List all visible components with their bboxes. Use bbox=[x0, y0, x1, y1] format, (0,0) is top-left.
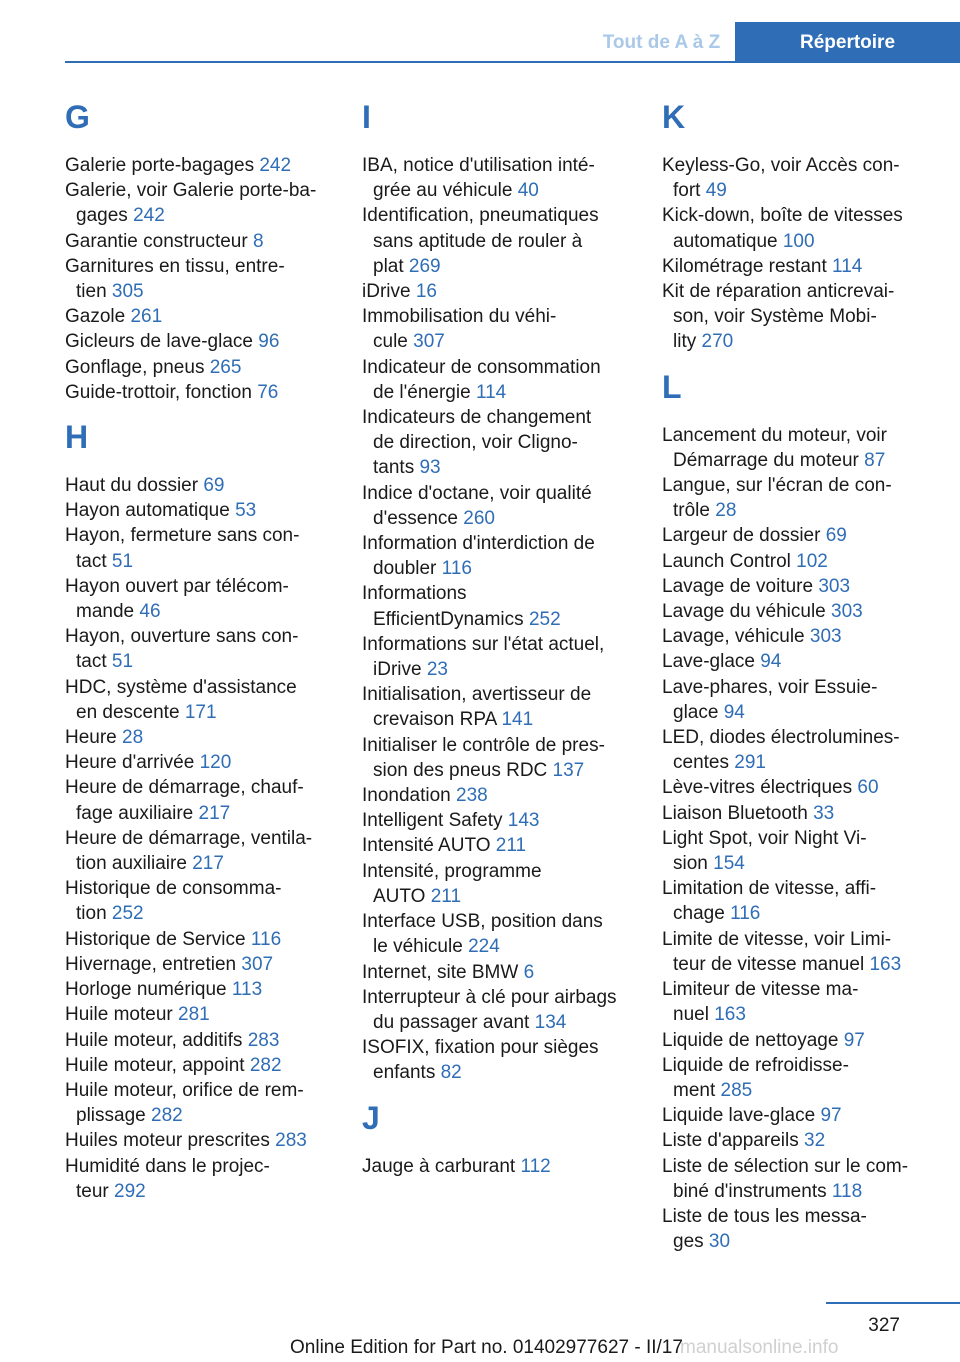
index-entry bbox=[65, 380, 335, 405]
page-reference-link[interactable]: 303 bbox=[818, 575, 851, 597]
entry-term-continued: AUTO bbox=[373, 885, 426, 907]
index-entry bbox=[662, 977, 932, 1027]
page-reference-link[interactable]: 46 bbox=[139, 601, 161, 623]
section-letter: K bbox=[662, 99, 686, 135]
page-reference-link[interactable]: 23 bbox=[426, 659, 448, 681]
page-reference-link[interactable]: 285 bbox=[720, 1079, 753, 1101]
entry-term: Gonflage, pneus bbox=[65, 356, 205, 378]
page-reference-link[interactable]: 211 bbox=[495, 835, 527, 857]
page-reference-link[interactable]: 69 bbox=[825, 525, 847, 547]
index-entry bbox=[65, 977, 335, 1002]
entry-term: Lavage, véhicule bbox=[662, 626, 805, 648]
entry-term-continued: de direction, voir Cligno- bbox=[373, 432, 578, 454]
index-entry bbox=[65, 624, 335, 674]
page-reference-link[interactable]: 93 bbox=[419, 457, 441, 479]
page-reference-link[interactable]: 49 bbox=[705, 180, 727, 202]
tab-repertoire[interactable]: Répertoire bbox=[735, 22, 960, 62]
page-reference-link[interactable]: 118 bbox=[831, 1180, 863, 1202]
index-entry bbox=[662, 599, 932, 624]
entry-term-continued: enfants bbox=[373, 1062, 436, 1084]
index-entry bbox=[662, 1053, 932, 1103]
entry-term-continued: ment bbox=[673, 1079, 716, 1101]
entry-term-continued: iDrive bbox=[373, 659, 422, 681]
page-reference-link[interactable]: 154 bbox=[713, 853, 745, 875]
entry-term: Lavage de voiture bbox=[662, 575, 814, 597]
index-entry bbox=[662, 1128, 932, 1153]
entry-term-continued: plissage bbox=[76, 1105, 146, 1127]
page-reference-link[interactable]: 307 bbox=[241, 953, 274, 975]
entry-term: Kick-down, boîte de vitesses bbox=[662, 205, 903, 227]
entry-term-continued: centes bbox=[673, 752, 729, 774]
index-entry bbox=[65, 725, 335, 750]
index-entry bbox=[362, 279, 632, 304]
entry-term-continued: d'essence bbox=[373, 507, 458, 529]
page-reference-link[interactable]: 97 bbox=[843, 1029, 865, 1051]
entry-term-continued: sion bbox=[673, 853, 708, 875]
page-reference-link[interactable]: 100 bbox=[782, 230, 815, 252]
page-reference-link[interactable]: 32 bbox=[804, 1130, 826, 1152]
page-reference-link[interactable]: 28 bbox=[715, 500, 737, 522]
entry-term-continued: EfficientDynamics bbox=[373, 608, 524, 630]
index-entry bbox=[362, 1035, 632, 1085]
entry-term-continued: de l'énergie bbox=[373, 381, 471, 403]
index-entry bbox=[362, 632, 632, 682]
page-reference-link[interactable]: 114 bbox=[475, 381, 507, 403]
index-entry bbox=[362, 808, 632, 833]
index-entry bbox=[65, 1002, 335, 1027]
entry-term: Intensité, programme bbox=[362, 860, 542, 882]
entry-term: Gazole bbox=[65, 306, 126, 328]
index-entry bbox=[662, 1204, 932, 1254]
index-entry bbox=[362, 355, 632, 405]
entry-term: Liste d'appareils bbox=[662, 1130, 799, 1152]
index-entry bbox=[662, 649, 932, 674]
page-reference-link[interactable]: 305 bbox=[111, 281, 144, 303]
watermark: manualsonline.info bbox=[680, 1337, 839, 1358]
entry-term-continued: biné d'instruments bbox=[673, 1180, 827, 1202]
entry-term-continued: glace bbox=[673, 701, 719, 723]
edition-note: Online Edition for Part no. 01402977627 - II/17 bbox=[290, 1337, 683, 1358]
page-reference-link[interactable]: 51 bbox=[111, 550, 134, 572]
entry-term: Garantie constructeur bbox=[65, 230, 248, 252]
page-reference-link[interactable]: 97 bbox=[820, 1105, 842, 1127]
entry-term-continued: Démarrage du moteur bbox=[673, 449, 859, 471]
index-entry bbox=[362, 153, 632, 203]
page-reference-link[interactable]: 69 bbox=[203, 475, 225, 497]
entry-term: Heure bbox=[65, 727, 117, 749]
index-entry bbox=[362, 960, 632, 985]
index-entry bbox=[662, 876, 932, 926]
page-reference-link[interactable]: 33 bbox=[813, 802, 835, 824]
page-reference-link[interactable]: 8 bbox=[252, 230, 264, 252]
entry-term: Huile moteur bbox=[65, 1004, 173, 1026]
entry-term: IBA, notice d'utilisation inté- bbox=[362, 155, 595, 176]
page-reference-link[interactable]: 303 bbox=[831, 601, 863, 623]
index-entry bbox=[65, 153, 335, 178]
index-entry bbox=[662, 473, 932, 523]
entry-term: Indicateurs de changement bbox=[362, 407, 592, 429]
page-reference-link[interactable]: 252 bbox=[528, 608, 561, 630]
header-divider bbox=[65, 61, 960, 63]
entry-term: Jauge à carburant bbox=[362, 1155, 516, 1177]
entry-term: Haut du dossier bbox=[65, 475, 199, 497]
entry-term: Hivernage, entretien bbox=[65, 953, 237, 975]
entry-term: Limitation de vitesse, affi- bbox=[662, 878, 877, 900]
entry-term: Heure d'arrivée bbox=[65, 752, 195, 774]
entry-term: Intensité AUTO bbox=[362, 835, 491, 857]
entry-term: Horloge numérique bbox=[65, 979, 227, 1001]
page-reference-link[interactable]: 87 bbox=[864, 449, 886, 471]
index-entry bbox=[65, 876, 335, 926]
index-entry bbox=[662, 279, 932, 355]
entry-term: Liste de tous les messa- bbox=[662, 1205, 867, 1227]
index-entry bbox=[65, 775, 335, 825]
entry-term: Launch Control bbox=[662, 550, 791, 572]
entry-term: Interrupteur à clé pour airbags bbox=[362, 986, 617, 1008]
page-reference-link[interactable]: 134 bbox=[534, 1011, 567, 1033]
entry-term: LED, diodes électrolumines- bbox=[662, 727, 900, 749]
entry-term: Lavage du véhicule bbox=[662, 601, 826, 623]
entry-term-continued: sion des pneus RDC bbox=[373, 759, 548, 781]
index-entry bbox=[65, 473, 335, 498]
page-reference-link[interactable]: 114 bbox=[832, 255, 863, 277]
entry-term-continued: gages bbox=[76, 205, 128, 227]
index-entry bbox=[662, 153, 932, 203]
index-entry bbox=[65, 229, 335, 254]
index-entry bbox=[65, 498, 335, 523]
page-reference-link[interactable]: 269 bbox=[408, 255, 441, 277]
index-entry bbox=[662, 523, 932, 548]
index-entry bbox=[662, 254, 932, 279]
entry-term: Lave-glace bbox=[662, 651, 755, 673]
page-reference-link[interactable]: 242 bbox=[133, 205, 165, 227]
entry-term-continued: fage auxiliaire bbox=[76, 802, 194, 824]
page-reference-link[interactable]: 224 bbox=[468, 936, 500, 958]
page-reference-link[interactable]: 270 bbox=[701, 331, 734, 353]
index-entry bbox=[65, 355, 335, 380]
page-reference-link[interactable]: 281 bbox=[178, 1004, 210, 1026]
index-entry bbox=[65, 750, 335, 775]
page-reference-link[interactable]: 217 bbox=[198, 802, 231, 824]
entry-term: Huile moteur, additifs bbox=[65, 1029, 243, 1051]
index-entry bbox=[362, 783, 632, 808]
index-entry bbox=[65, 304, 335, 329]
page-header bbox=[0, 0, 960, 62]
index-entry bbox=[662, 801, 932, 826]
entry-term: Guide-trottoir, fonction bbox=[65, 381, 252, 403]
entry-term: Initialisation, avertisseur de bbox=[362, 684, 592, 706]
index-entry bbox=[362, 531, 632, 581]
page-reference-link[interactable]: 303 bbox=[809, 626, 842, 648]
entry-term-continued: nuel bbox=[673, 1004, 709, 1026]
index-entry bbox=[65, 329, 335, 354]
entry-term: Heure de démarrage, ventila- bbox=[65, 827, 313, 849]
entry-term: Humidité dans le projec- bbox=[65, 1155, 270, 1177]
index-entry bbox=[662, 1103, 932, 1128]
index-entry bbox=[65, 254, 335, 304]
entry-term: Liaison Bluetooth bbox=[662, 802, 808, 824]
page-reference-link[interactable]: 112 bbox=[520, 1155, 551, 1177]
index-entry bbox=[65, 675, 335, 725]
index-entry bbox=[362, 682, 632, 732]
index-column-1 bbox=[65, 95, 335, 1204]
entry-term: Huile moteur, appoint bbox=[65, 1054, 245, 1076]
entry-term: Information d'interdiction de bbox=[362, 533, 595, 555]
index-entry bbox=[362, 733, 632, 783]
entry-term: Light Spot, voir Night Vi- bbox=[662, 827, 867, 849]
index-entry bbox=[662, 775, 932, 800]
index-entry bbox=[362, 859, 632, 909]
index-entry bbox=[362, 581, 632, 631]
index-column-3 bbox=[662, 95, 932, 1254]
entry-term-continued: automatique bbox=[673, 230, 778, 252]
entry-term-continued: tact bbox=[76, 651, 107, 673]
page-reference-link[interactable]: 137 bbox=[552, 759, 585, 781]
entry-term: Immobilisation du véhi- bbox=[362, 306, 557, 328]
entry-term: Intelligent Safety bbox=[362, 810, 503, 832]
entry-term: Limiteur de vitesse ma- bbox=[662, 979, 859, 1001]
page-reference-link[interactable]: 28 bbox=[122, 727, 144, 749]
page-reference-link[interactable]: 238 bbox=[456, 785, 488, 807]
entry-term: Informations bbox=[362, 583, 467, 605]
page-reference-link[interactable]: 211 bbox=[430, 885, 462, 907]
index-column-2 bbox=[362, 95, 632, 1179]
page-reference-link[interactable]: 16 bbox=[415, 281, 437, 303]
index-entry bbox=[362, 481, 632, 531]
entry-term: Liquide lave-glace bbox=[662, 1105, 816, 1127]
section-letter: L bbox=[662, 368, 682, 405]
index-entry bbox=[65, 1154, 335, 1204]
page-reference-link[interactable]: 116 bbox=[441, 558, 472, 580]
entry-term-continued: teur de vitesse manuel bbox=[673, 953, 865, 975]
page-number: 327 bbox=[868, 1315, 900, 1336]
index-entry bbox=[362, 985, 632, 1035]
page-reference-link[interactable]: 6 bbox=[523, 961, 535, 983]
entry-term: Hayon ouvert par télécom- bbox=[65, 575, 289, 597]
index-entry bbox=[65, 1053, 335, 1078]
entry-term: Hayon, ouverture sans con- bbox=[65, 626, 299, 648]
entry-term: Initialiser le contrôle de pres- bbox=[362, 734, 605, 756]
page-reference-link[interactable]: 307 bbox=[413, 331, 445, 353]
index-entry bbox=[662, 927, 932, 977]
entry-term: Gicleurs de lave-glace bbox=[65, 331, 253, 353]
index-entry bbox=[65, 952, 335, 977]
section-letter: I bbox=[362, 99, 371, 135]
page-reference-link[interactable]: 217 bbox=[192, 853, 224, 875]
page-reference-link[interactable]: 94 bbox=[760, 651, 782, 673]
index-entry bbox=[65, 178, 335, 228]
page-reference-link[interactable]: 252 bbox=[111, 903, 144, 925]
entry-term-continued: crevaison RPA bbox=[373, 709, 497, 731]
page-reference-link[interactable]: 30 bbox=[708, 1231, 731, 1253]
entry-term: Historique de consomma- bbox=[65, 878, 282, 900]
page-reference-link[interactable]: 116 bbox=[730, 903, 761, 925]
entry-term-continued: cule bbox=[373, 331, 408, 353]
page-reference-link[interactable]: 292 bbox=[114, 1180, 146, 1202]
page-reference-link[interactable]: 260 bbox=[463, 507, 495, 529]
page-reference-link[interactable]: 102 bbox=[796, 550, 828, 572]
index-entry bbox=[65, 574, 335, 624]
page-reference-link[interactable]: 96 bbox=[258, 331, 280, 353]
entry-term: Langue, sur l'écran de con- bbox=[662, 475, 892, 497]
entry-term-continued: en descente bbox=[76, 701, 180, 723]
entry-term: Lave-phares, voir Essuie- bbox=[662, 676, 878, 698]
entry-term: Liquide de nettoyage bbox=[662, 1029, 839, 1051]
entry-term: iDrive bbox=[362, 281, 411, 303]
entry-term-continued: tact bbox=[76, 550, 107, 572]
entry-term-continued: du passager avant bbox=[373, 1011, 530, 1033]
index-entry bbox=[362, 833, 632, 858]
index-entry bbox=[662, 549, 932, 574]
page-reference-link[interactable]: 116 bbox=[250, 928, 282, 950]
index-entry bbox=[662, 725, 932, 775]
index-entry bbox=[662, 1028, 932, 1053]
entry-term-continued: son, voir Système Mobi- bbox=[673, 306, 877, 328]
page-reference-link[interactable]: 265 bbox=[209, 356, 242, 378]
entry-term: Kilométrage restant bbox=[662, 255, 827, 277]
entry-term-continued: tion bbox=[76, 903, 107, 925]
index-entry bbox=[65, 1028, 335, 1053]
index-entry bbox=[65, 927, 335, 952]
footer-divider bbox=[826, 1302, 960, 1304]
entry-term: Heure de démarrage, chauf- bbox=[65, 777, 304, 799]
index-entry bbox=[662, 826, 932, 876]
index-entry bbox=[662, 1154, 932, 1204]
entry-term: Galerie, voir Galerie porte-ba- bbox=[65, 180, 317, 202]
index-entry bbox=[362, 1154, 632, 1179]
entry-term: Lancement du moteur, voir bbox=[662, 424, 887, 446]
entry-term-continued: plat bbox=[373, 255, 404, 277]
entry-term: Lève-vitres électriques bbox=[662, 777, 853, 799]
entry-term: Internet, site BMW bbox=[362, 961, 519, 983]
page-reference-link[interactable]: 283 bbox=[275, 1130, 307, 1152]
section-letter: J bbox=[362, 1099, 380, 1136]
index-entry bbox=[362, 909, 632, 959]
index-entry bbox=[65, 1128, 335, 1153]
entry-term: ISOFIX, fixation pour sièges bbox=[362, 1037, 599, 1059]
entry-term: Liste de sélection sur le com- bbox=[662, 1155, 909, 1177]
index-entry bbox=[662, 574, 932, 599]
section-letter: G bbox=[65, 99, 90, 135]
index-entry bbox=[65, 1078, 335, 1128]
entry-term-continued: ges bbox=[673, 1231, 704, 1253]
entry-term-continued: tion auxiliaire bbox=[76, 853, 187, 875]
entry-term-continued: chage bbox=[673, 903, 725, 925]
page-reference-link[interactable]: 143 bbox=[507, 810, 540, 832]
index-entry bbox=[662, 423, 932, 473]
page-reference-link[interactable]: 60 bbox=[857, 777, 879, 799]
entry-term: Indice d'octane, voir qualité bbox=[362, 482, 592, 504]
entry-term: Keyless-Go, voir Accès con- bbox=[662, 155, 900, 176]
page-reference-link[interactable]: 82 bbox=[440, 1062, 462, 1084]
entry-term: Interface USB, position dans bbox=[362, 911, 603, 933]
page-reference-link[interactable]: 40 bbox=[517, 180, 539, 202]
page-reference-link[interactable]: 141 bbox=[501, 709, 534, 731]
page-reference-link[interactable]: 282 bbox=[151, 1105, 183, 1127]
entry-term: Informations sur l'état actuel, bbox=[362, 633, 605, 655]
entry-term-continued: grée au véhicule bbox=[373, 180, 513, 202]
entry-term-continued: doubler bbox=[373, 558, 437, 580]
entry-term: Indicateur de consommation bbox=[362, 356, 601, 378]
entry-term: Largeur de dossier bbox=[662, 525, 821, 547]
entry-term-continued: teur bbox=[76, 1180, 109, 1202]
entry-term: Limite de vitesse, voir Limi- bbox=[662, 928, 892, 950]
entry-term: Hayon, fermeture sans con- bbox=[65, 525, 300, 547]
entry-term: Galerie porte-bagages bbox=[65, 155, 255, 176]
index-entry bbox=[362, 203, 632, 279]
index-entry bbox=[362, 405, 632, 481]
page-reference-link[interactable]: 171 bbox=[184, 701, 217, 723]
entry-term-continued: lity bbox=[673, 331, 697, 353]
entry-term: Huiles moteur prescrites bbox=[65, 1130, 270, 1152]
page-reference-link[interactable]: 283 bbox=[247, 1029, 280, 1051]
page-reference-link[interactable]: 261 bbox=[130, 306, 163, 328]
entry-term: Hayon automatique bbox=[65, 500, 230, 522]
entry-term: Historique de Service bbox=[65, 928, 246, 950]
entry-term-continued: mande bbox=[76, 601, 135, 623]
entry-term-continued: tants bbox=[373, 457, 415, 479]
entry-term: Identification, pneumatiques bbox=[362, 205, 599, 227]
page-reference-link[interactable]: 53 bbox=[235, 500, 257, 522]
entry-term-continued: fort bbox=[673, 180, 701, 202]
index-entry bbox=[662, 675, 932, 725]
tab-tout-de-a-a-z[interactable]: Tout de A à Z bbox=[602, 32, 721, 53]
entry-term-continued: sans aptitude de rouler à bbox=[373, 230, 583, 252]
page-reference-link[interactable]: 282 bbox=[249, 1054, 282, 1076]
entry-term: HDC, système d'assistance bbox=[65, 676, 297, 698]
index-entry bbox=[65, 523, 335, 573]
section-letter: H bbox=[65, 419, 89, 456]
page-reference-link[interactable]: 163 bbox=[869, 953, 902, 975]
index-entry bbox=[662, 624, 932, 649]
page-reference-link[interactable]: 51 bbox=[111, 651, 134, 673]
page-reference-link[interactable]: 120 bbox=[199, 752, 232, 774]
index-entry bbox=[662, 203, 932, 253]
page-reference-link[interactable]: 163 bbox=[714, 1004, 746, 1026]
entry-term-continued: trôle bbox=[673, 500, 710, 522]
page-reference-link[interactable]: 291 bbox=[734, 752, 766, 774]
entry-term-continued: le véhicule bbox=[373, 936, 463, 958]
page-reference-link[interactable]: 242 bbox=[259, 155, 292, 176]
page-reference-link[interactable]: 94 bbox=[723, 701, 745, 723]
page-reference-link[interactable]: 76 bbox=[257, 381, 279, 403]
entry-term: Liquide de refroidisse- bbox=[662, 1054, 849, 1076]
entry-term: Kit de réparation anticrevai- bbox=[662, 281, 895, 303]
entry-term: Garnitures en tissu, entre- bbox=[65, 255, 285, 277]
entry-term: Huile moteur, orifice de rem- bbox=[65, 1079, 304, 1101]
entry-term: Inondation bbox=[362, 785, 451, 807]
index-entry bbox=[65, 826, 335, 876]
entry-term-continued: tien bbox=[76, 281, 107, 303]
index-entry bbox=[362, 304, 632, 354]
page-reference-link[interactable]: 113 bbox=[231, 979, 263, 1001]
